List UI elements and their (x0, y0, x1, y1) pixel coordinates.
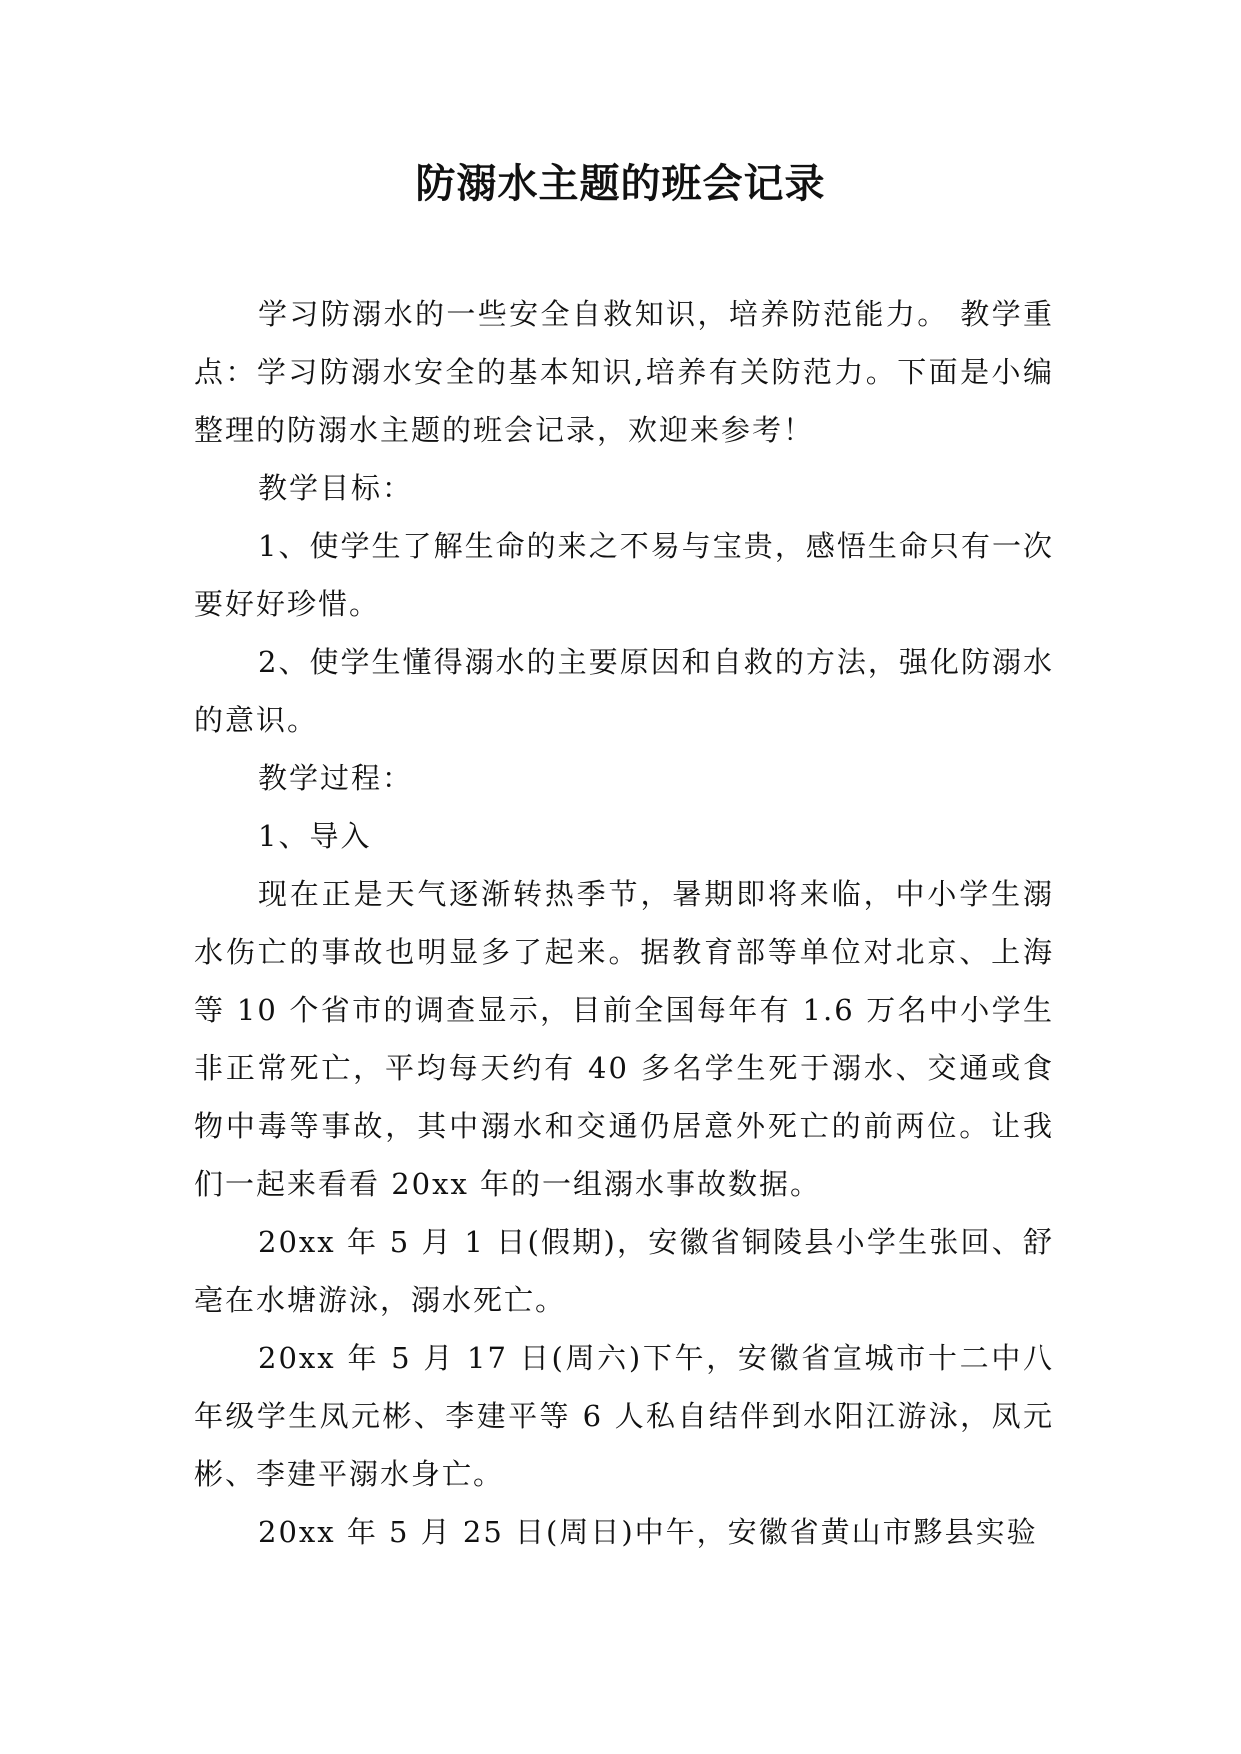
paragraph-step-1-heading: 1、导入 (258, 819, 372, 853)
paragraph-introduction-text: 现在正是天气逐渐转热季节，暑期即将来临，中小学生溺水伤亡的事故也明显多了起来。据教育部等单位对北京、上海等 10 个省市的调查显示，目前全国每年有 1.6 万名中小学生非正常死亡，平均每天约有 40 多名学生死于溺水、交通或食物中毒等事故，其中溺水和交通仍居意外死亡的前两位。让我们一起来看看 20xx 年的一组溺水事故数据。 (194, 877, 1054, 1201)
paragraph-teaching-process-heading: 教学过程： (258, 761, 414, 795)
paragraph-intro: 学习防溺水的一些安全自救知识，培养防范能力。 教学重点：学习防溺水安全的基本知识,培养有关防范力。下面是小编整理的防溺水主题的班会记录，欢迎来参考！ (194, 297, 1054, 447)
document-body (194, 285, 1054, 1561)
paragraph-case-3: 20xx 年 5 月 25 日(周日)中午，安徽省黄山市黟县实验 (258, 1515, 1038, 1549)
paragraph-teaching-goals-heading: 教学目标： (258, 471, 414, 505)
paragraph-goal-2: 2、使学生懂得溺水的主要原因和自救的方法，强化防溺水的意识。 (194, 645, 1054, 737)
paragraph-goal-1: 1、使学生了解生命的来之不易与宝贵，感悟生命只有一次要好好珍惜。 (194, 529, 1054, 621)
document-title: 防溺水主题的班会记录 (415, 160, 826, 207)
paragraph-case-2: 20xx 年 5 月 17 日(周六)下午，安徽省宣城市十二中八年级学生凤元彬、李建平等 6 人私自结伴到水阳江游泳，凤元彬、李建平溺水身亡。 (194, 1341, 1054, 1491)
paragraph-case-1: 20xx 年 5 月 1 日(假期)，安徽省铜陵县小学生张回、舒亳在水塘游泳，溺水死亡。 (194, 1225, 1054, 1317)
